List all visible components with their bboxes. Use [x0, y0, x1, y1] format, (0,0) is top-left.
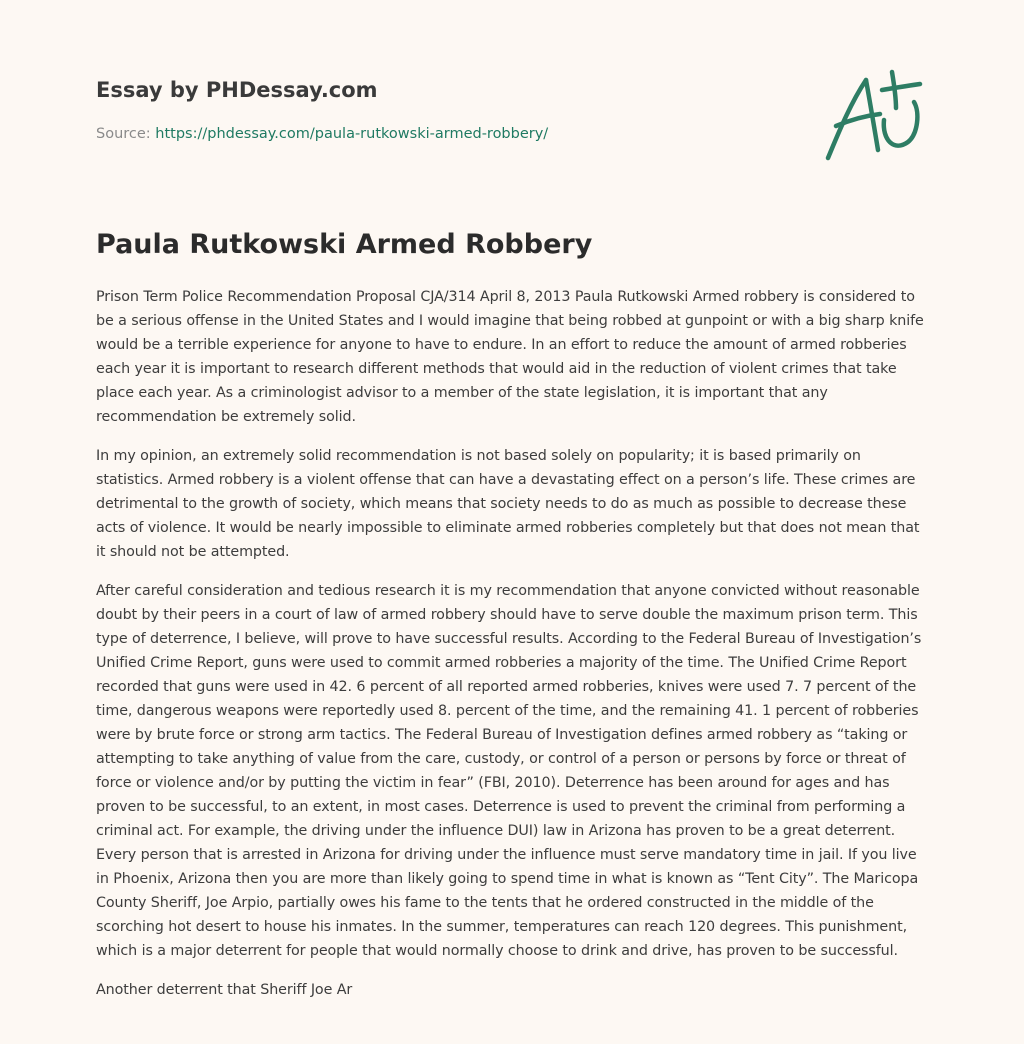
page-title: Paula Rutkowski Armed Robbery: [96, 229, 593, 260]
paragraph: Another deterrent that Sheriff Joe Ar: [96, 982, 353, 998]
paragraph: In my opinion, an extremely solid recommendation is not based solely on popularity; it is based primarily on statistics. Armed robbery is a violent offense that can have a devastating effect on a person’s life. These crimes are detrimental to the growth of society, which means that society needs to do as much as possible to decrease these acts of violence. It would be nearly impossible to eliminate armed robberies completely but that does not mean that it should not be attempted.: [96, 448, 920, 560]
site-title: Essay by PHDessay.com: [96, 78, 378, 102]
a-plus-grade-icon: [820, 68, 928, 164]
paragraph: Prison Term Police Recommendation Proposal CJA/314 April 8, 2013 Paula Rutkowski Armed robbery is considered to be a serious offense in the United States and I would imagine that being robbed at gunpoint or with a big sharp knife would be a terrible experience for anyone to have to endure. In an effort to reduce the amount of armed robberies each year it is important to research different methods that would aid in the reduction of violent crimes that take place each year. As a criminologist advisor to a member of the state legislation, it is important that any recommendation be extremely solid.: [96, 289, 924, 425]
page-header: [96, 76, 656, 144]
essay-body: [96, 285, 928, 1017]
source-label: Source:: [96, 126, 151, 142]
paragraph: After careful consideration and tedious research it is my recommendation that anyone convicted without reasonable doubt by their peers in a court of law of armed robbery should have to serve double the maximum prison term. This type of deterrence, I believe, will prove to have successful results. According to the Federal Bureau of Investigation’s Unified Crime Report, guns were used to commit armed robberies a majority of the time. The Unified Crime Report recorded that guns were used in 42. 6 percent of all reported armed robberies, knives were used 7. 7 percent of the time, dangerous weapons were reportedly used 8. percent of the time, and the remaining 41. 1 percent of robberies were by brute force or strong arm tactics. The Federal Bureau of Investigation defines armed robbery as “taking or attempting to take anything of value from the care, custody, or control of a person or persons by force or threat of force or violence and/or by putting the victim in fear” (FBI, 2010). Deterrence has been around for ages and has proven to be successful, to an extent, in most cases. Deterrence is used to prevent the criminal from performing a criminal act. For example, the driving under the influence DUI) law in Arizona has proven to be a great deterrent. Every person that is arrested in Arizona for driving under the influence must serve mandatory time in jail. If you live in Phoenix, Arizona then you are more than likely going to spend time in what is known as “Tent City”. The Maricopa County Sheriff, Joe Arpio, partially owes his fame to the tents that he ordered constructed in the middle of the scorching hot desert to house his inmates. In the summer, temperatures can reach 120 degrees. This punishment, which is a major deterrent for people that would normally choose to drink and drive, has proven to be successful.: [96, 583, 922, 959]
source-link[interactable]: https://phdessay.com/paula-rutkowski-armed-robbery/: [155, 126, 549, 142]
source-line: [96, 124, 656, 144]
